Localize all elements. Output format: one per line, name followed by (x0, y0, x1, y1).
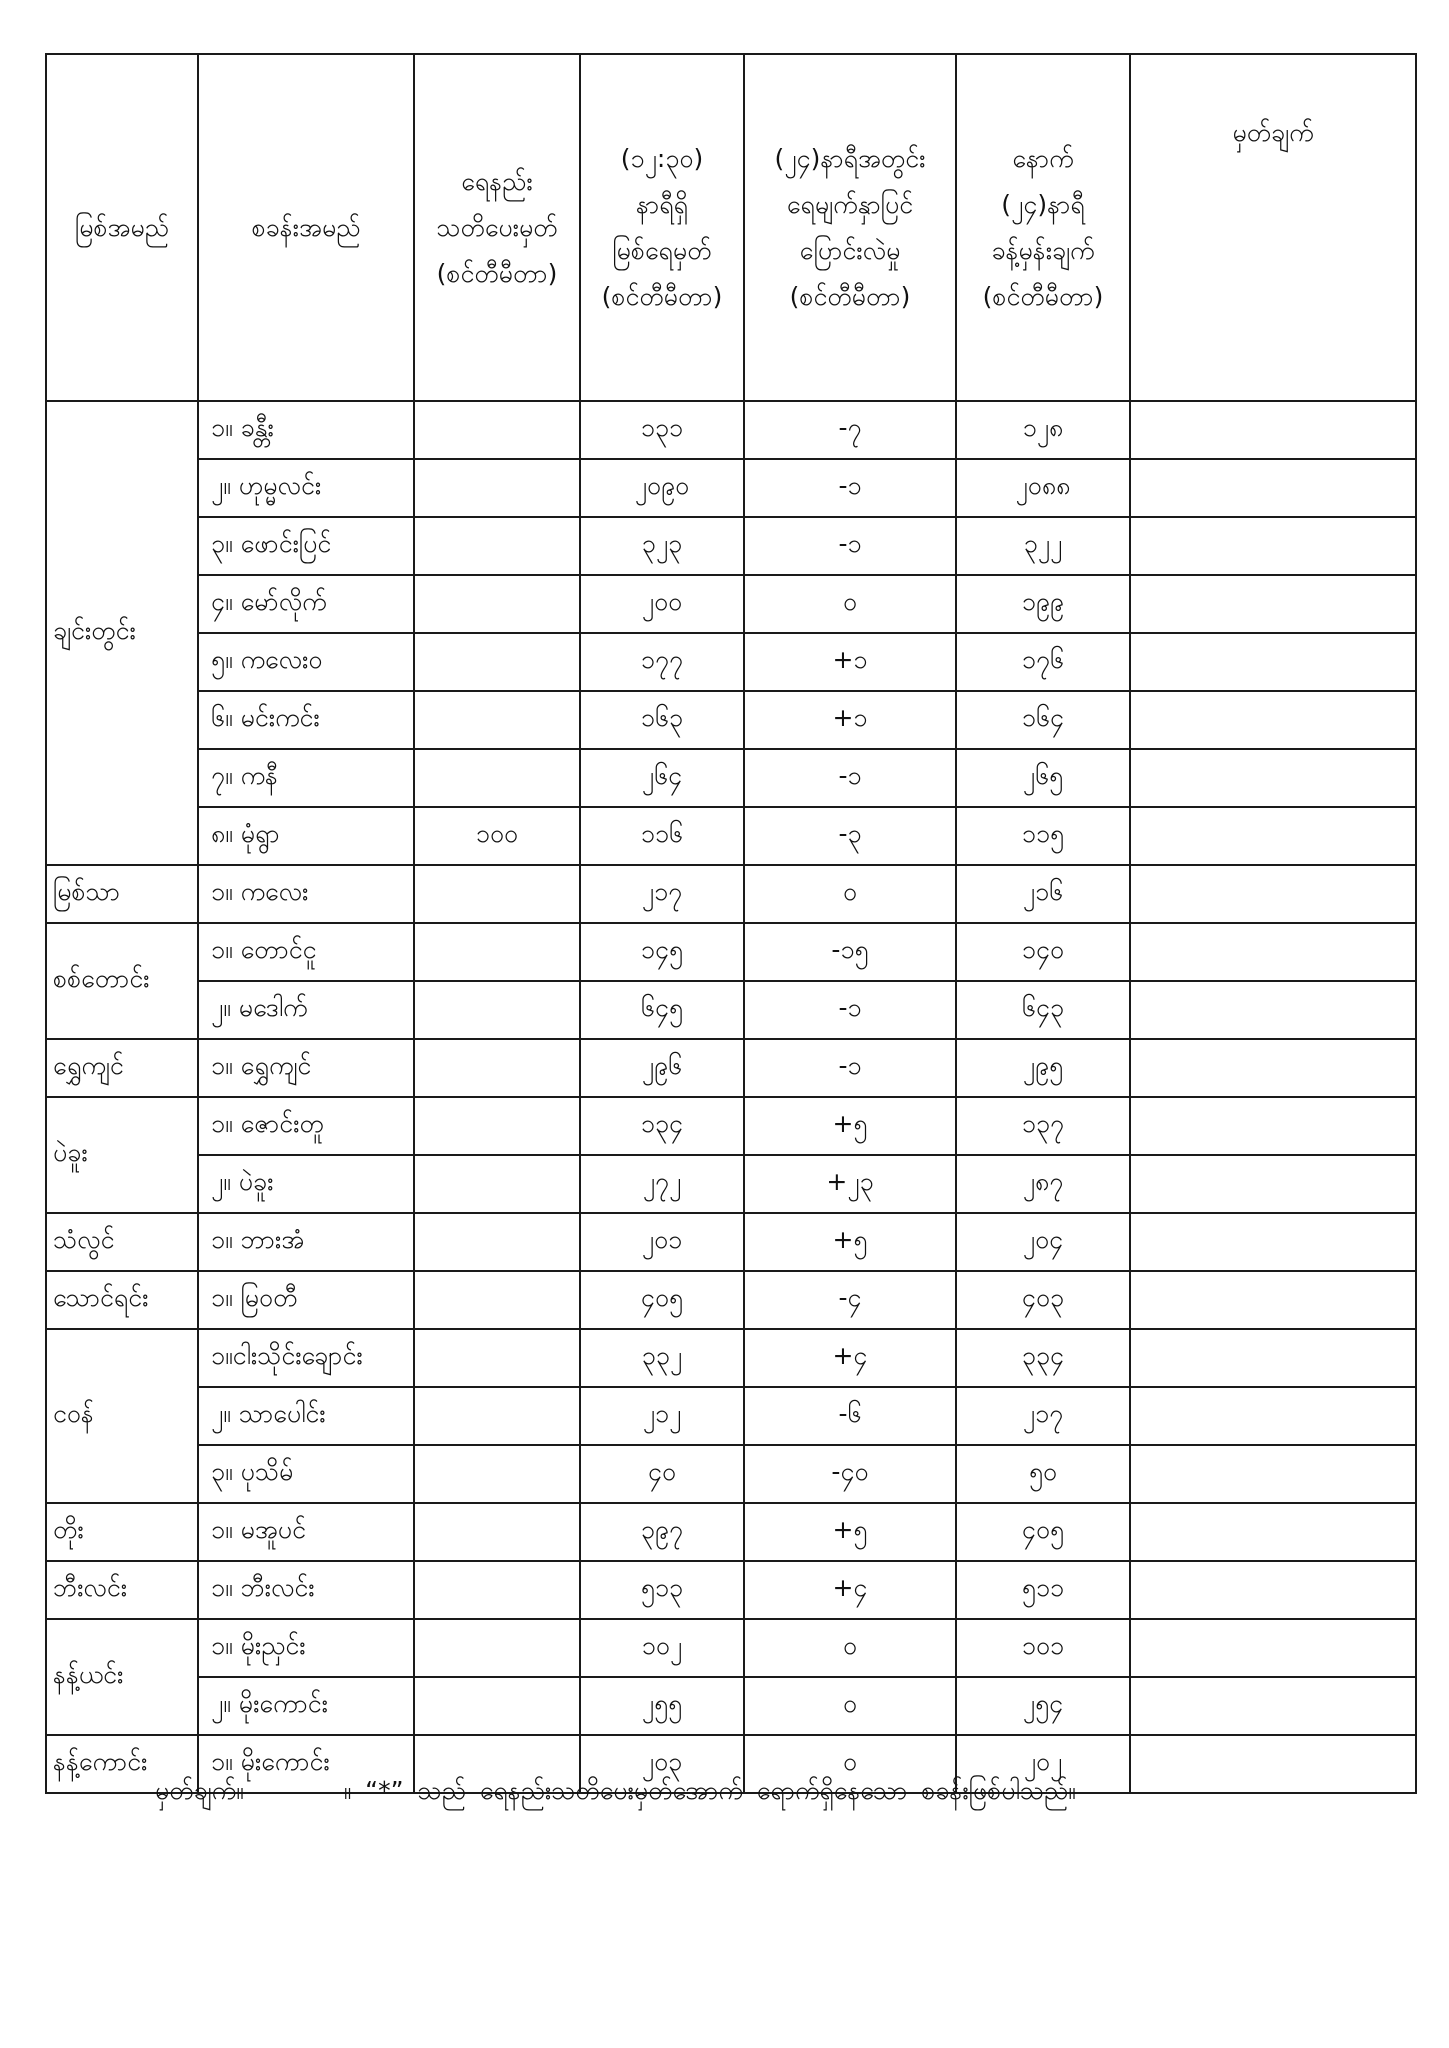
header-line: မြစ်ရေမှတ် (612, 235, 712, 265)
forecast-24h: ၄၀၃ (956, 1271, 1130, 1329)
forecast-24h: ၆၄၃ (956, 981, 1130, 1039)
change-24h: +၄ (744, 1329, 956, 1387)
header-observed-level (580, 54, 744, 401)
river-name: တိုး (46, 1503, 198, 1561)
header-danger-level (414, 54, 580, 401)
river-name: ငဝန် (46, 1329, 198, 1503)
header-line: ရေမျက်နှာပြင် (786, 189, 914, 219)
station-name: ၇။ ကနီ (198, 749, 414, 807)
remark-cell (1130, 459, 1416, 517)
header-line: (စင်တီမီတာ) (436, 258, 558, 288)
forecast-24h: ၃၃၄ (956, 1329, 1130, 1387)
river-name: နန့်ယင်း (46, 1619, 198, 1735)
danger-level (414, 923, 580, 981)
danger-level (414, 981, 580, 1039)
header-station (198, 54, 414, 401)
table-row (46, 981, 1416, 1039)
change-24h: -၄ (744, 1271, 956, 1329)
change-24h: -၁ (744, 517, 956, 575)
remark-cell (1130, 1677, 1416, 1735)
header-line: ရေနည်း (461, 166, 533, 196)
danger-level (414, 1677, 580, 1735)
observed-level: ၃၃၂ (580, 1329, 744, 1387)
forecast-24h: ၂၁၆ (956, 865, 1130, 923)
danger-level (414, 691, 580, 749)
observed-level: ၅၁၃ (580, 1561, 744, 1619)
table-row (46, 865, 1416, 923)
remark-cell (1130, 633, 1416, 691)
observed-level: ၃၉၇ (580, 1503, 744, 1561)
danger-level (414, 1619, 580, 1677)
river-name: ပဲခူး (46, 1097, 198, 1213)
remark-cell (1130, 1097, 1416, 1155)
remark-cell (1130, 1503, 1416, 1561)
forecast-24h: ၂၀၄ (956, 1213, 1130, 1271)
danger-level (414, 459, 580, 517)
observed-level: ၂၀၃ (580, 1735, 744, 1793)
forecast-24h: ၂၆၅ (956, 749, 1130, 807)
observed-level: ၁၆၃ (580, 691, 744, 749)
station-name: ၂။ သာပေါင်း (198, 1387, 414, 1445)
change-24h: -၁ (744, 459, 956, 517)
header-row (46, 54, 1416, 401)
danger-level (414, 401, 580, 459)
remark-cell (1130, 1445, 1416, 1503)
footnote (155, 1775, 1076, 1812)
forecast-24h: ၅၁၁ (956, 1561, 1130, 1619)
table-row (46, 575, 1416, 633)
observed-level: ၁၃၄ (580, 1097, 744, 1155)
station-name: ၁။ ရွှေကျင် (198, 1039, 414, 1097)
station-name: ၆။ မင်းကင်း (198, 691, 414, 749)
header-line: (စင်တီမီတာ) (601, 281, 723, 311)
change-24h: +၄ (744, 1561, 956, 1619)
station-name: ၁။ တောင်ငူ (198, 923, 414, 981)
table-row (46, 401, 1416, 459)
observed-level: ၄၀၅ (580, 1271, 744, 1329)
danger-level (414, 1271, 580, 1329)
change-24h: ၀ (744, 865, 956, 923)
danger-level (414, 633, 580, 691)
header-line: (စင်တီမီတာ) (789, 281, 911, 311)
observed-level: ၁၁၆ (580, 807, 744, 865)
table-row (46, 459, 1416, 517)
header-change-24h (744, 54, 956, 401)
danger-level (414, 1155, 580, 1213)
remark-cell (1130, 1039, 1416, 1097)
header-line: နောက် (1012, 143, 1074, 173)
change-24h: -၁ (744, 981, 956, 1039)
forecast-24h: ၂၀၂ (956, 1735, 1130, 1793)
station-name: ၃။ ပုသိမ် (198, 1445, 414, 1503)
station-name: ၁။ ဘီးလင်း (198, 1561, 414, 1619)
table-row (46, 1271, 1416, 1329)
footnote-label: မှတ်ချက်။ (155, 1776, 244, 1805)
station-name: ၂။ မဒေါက် (198, 981, 414, 1039)
station-name: ၄။ မော်လိုက် (198, 575, 414, 633)
danger-level (414, 575, 580, 633)
danger-level (414, 865, 580, 923)
observed-level: ၂၅၅ (580, 1677, 744, 1735)
observed-level: ၂၇၂ (580, 1155, 744, 1213)
remark-cell (1130, 865, 1416, 923)
remark-cell (1130, 1561, 1416, 1619)
table-row (46, 517, 1416, 575)
danger-level (414, 1561, 580, 1619)
remark-cell (1130, 749, 1416, 807)
change-24h: ၀ (744, 1677, 956, 1735)
forecast-24h: ၁၂၈ (956, 401, 1130, 459)
change-24h: -၇ (744, 401, 956, 459)
table-row (46, 1445, 1416, 1503)
river-name: နန့်ကောင်း (46, 1735, 198, 1793)
header-line: (၁၂:၃၀) (620, 143, 704, 173)
forecast-24h: ၁၁၅ (956, 807, 1130, 865)
change-24h: ၀ (744, 1619, 956, 1677)
change-24h: +၁ (744, 691, 956, 749)
river-name: ရွှေကျင် (46, 1039, 198, 1097)
table-row (46, 633, 1416, 691)
station-name: ၁။ ဘားအံ (198, 1213, 414, 1271)
observed-level: ၃၂၃ (580, 517, 744, 575)
observed-level: ၄၀ (580, 1445, 744, 1503)
table-row (46, 1677, 1416, 1735)
remark-cell (1130, 1735, 1416, 1793)
change-24h: -၄၀ (744, 1445, 956, 1503)
change-24h: +၅ (744, 1097, 956, 1155)
header-line: သတိပေးမှတ် (436, 212, 558, 242)
observed-level: ၆၄၅ (580, 981, 744, 1039)
remark-cell (1130, 1387, 1416, 1445)
forecast-24h: ၅၀ (956, 1445, 1130, 1503)
table-row (46, 1155, 1416, 1213)
station-name: ၁။ မြဝတီ (198, 1271, 414, 1329)
header-line: (စင်တီမီတာ) (982, 281, 1104, 311)
danger-level (414, 749, 580, 807)
remark-cell (1130, 401, 1416, 459)
station-name: ၁။ ကလေး (198, 865, 414, 923)
danger-level (414, 1329, 580, 1387)
forecast-24h: ၁၆၄ (956, 691, 1130, 749)
header-forecast-24h (956, 54, 1130, 401)
table-body (46, 401, 1416, 1793)
table-row (46, 807, 1416, 865)
table-row (46, 1503, 1416, 1561)
footnote-text: ။ “*” သည် ရေနည်းသတိပေးမှတ်အောက် ရောက်ရှိနေသော စခန်းဖြစ်ပါသည်။ (343, 1776, 1076, 1805)
observed-level: ၁၀၂ (580, 1619, 744, 1677)
station-name: ၁။ မအူပင် (198, 1503, 414, 1561)
table-row (46, 1561, 1416, 1619)
change-24h: +၅ (744, 1503, 956, 1561)
observed-level: ၂၆၄ (580, 749, 744, 807)
header-line: (၂၄)နာရီ (1001, 189, 1085, 219)
danger-level: ၁၀၀ (414, 807, 580, 865)
forecast-24h: ၁၉၉ (956, 575, 1130, 633)
danger-level (414, 1387, 580, 1445)
header-line: မြစ်အမည် (75, 212, 169, 242)
forecast-24h: ၂၈၇ (956, 1155, 1130, 1213)
table-row (46, 1387, 1416, 1445)
danger-level (414, 1039, 580, 1097)
station-name: ၁။ မိုးညှင်း (198, 1619, 414, 1677)
change-24h: +၅ (744, 1213, 956, 1271)
remark-cell (1130, 981, 1416, 1039)
danger-level (414, 1213, 580, 1271)
forecast-24h: ၂၁၇ (956, 1387, 1130, 1445)
station-name: ၁။ ဇောင်းတူ (198, 1097, 414, 1155)
header-remark (1130, 54, 1416, 401)
table-row (46, 749, 1416, 807)
observed-level: ၁၄၅ (580, 923, 744, 981)
forecast-24h: ၂၅၄ (956, 1677, 1130, 1735)
danger-level (414, 1445, 580, 1503)
forecast-24h: ၁၄၀ (956, 923, 1130, 981)
river-name: သောင်ရင်း (46, 1271, 198, 1329)
change-24h: -၁ (744, 749, 956, 807)
header-river (46, 54, 198, 401)
table-row (46, 1097, 1416, 1155)
header-line: နာရီရှိ (636, 189, 688, 219)
change-24h: +၂၃ (744, 1155, 956, 1213)
forecast-24h: ၂၀၈၈ (956, 459, 1130, 517)
observed-level: ၂၀၉၀ (580, 459, 744, 517)
header-line: ခန့်မှန်းချက် (991, 235, 1095, 265)
table-row (46, 691, 1416, 749)
station-name: ၃။ ဖောင်းပြင် (198, 517, 414, 575)
forecast-24h: ၁၇၆ (956, 633, 1130, 691)
change-24h: +၁ (744, 633, 956, 691)
change-24h: -၁ (744, 1039, 956, 1097)
table-row (46, 923, 1416, 981)
danger-level (414, 1097, 580, 1155)
remark-cell (1130, 923, 1416, 981)
river-name: သံလွင် (46, 1213, 198, 1271)
danger-level (414, 1503, 580, 1561)
station-name: ၁။ငါးသိုင်းချောင်း (198, 1329, 414, 1387)
header-line: ပြောင်းလဲမှု (799, 235, 901, 265)
remark-cell (1130, 1329, 1416, 1387)
table-row (46, 1329, 1416, 1387)
forecast-24h: ၃၂၂ (956, 517, 1130, 575)
remark-cell (1130, 691, 1416, 749)
header-line: စခန်းအမည် (251, 212, 361, 242)
remark-cell (1130, 575, 1416, 633)
water-level-table (45, 53, 1417, 1794)
remark-cell (1130, 1213, 1416, 1271)
station-name: ၁။ မိုးကောင်း (198, 1735, 414, 1793)
forecast-24h: ၄၀၅ (956, 1503, 1130, 1561)
table-row (46, 1619, 1416, 1677)
station-name: ၂။ မိုးကောင်း (198, 1677, 414, 1735)
observed-level: ၂၀၁ (580, 1213, 744, 1271)
forecast-24h: ၁၃၇ (956, 1097, 1130, 1155)
remark-cell (1130, 1619, 1416, 1677)
danger-level (414, 517, 580, 575)
change-24h: -၃ (744, 807, 956, 865)
change-24h: ၀ (744, 1735, 956, 1793)
table-row (46, 1039, 1416, 1097)
station-name: ၂။ ဟုမ္မလင်း (198, 459, 414, 517)
forecast-24h: ၂၉၅ (956, 1039, 1130, 1097)
change-24h: -၆ (744, 1387, 956, 1445)
change-24h: -၁၅ (744, 923, 956, 981)
station-name: ၂။ ပဲခူး (198, 1155, 414, 1213)
forecast-24h: ၁၀၁ (956, 1619, 1130, 1677)
change-24h: ၀ (744, 575, 956, 633)
river-name: ဘီးလင်း (46, 1561, 198, 1619)
remark-cell (1130, 807, 1416, 865)
river-name: စစ်တောင်း (46, 923, 198, 1039)
table-row (46, 1213, 1416, 1271)
remark-cell (1130, 1271, 1416, 1329)
station-name: ၈။ မုံရွာ (198, 807, 414, 865)
river-name: မြစ်သာ (46, 865, 198, 923)
observed-level: ၂၉၆ (580, 1039, 744, 1097)
river-name: ချင်းတွင်း (46, 401, 198, 865)
observed-level: ၁၃၁ (580, 401, 744, 459)
remark-cell (1130, 517, 1416, 575)
observed-level: ၂၁၇ (580, 865, 744, 923)
observed-level: ၁၇၇ (580, 633, 744, 691)
header-line: (၂၄)နာရီအတွင်း (774, 143, 926, 173)
remark-cell (1130, 1155, 1416, 1213)
station-name: ၁။ ခန္တီး (198, 401, 414, 459)
observed-level: ၂၁၂ (580, 1387, 744, 1445)
observed-level: ၂၀၀ (580, 575, 744, 633)
header-line: မှတ်ချက် (1232, 118, 1314, 147)
station-name: ၅။ ကလေးဝ (198, 633, 414, 691)
